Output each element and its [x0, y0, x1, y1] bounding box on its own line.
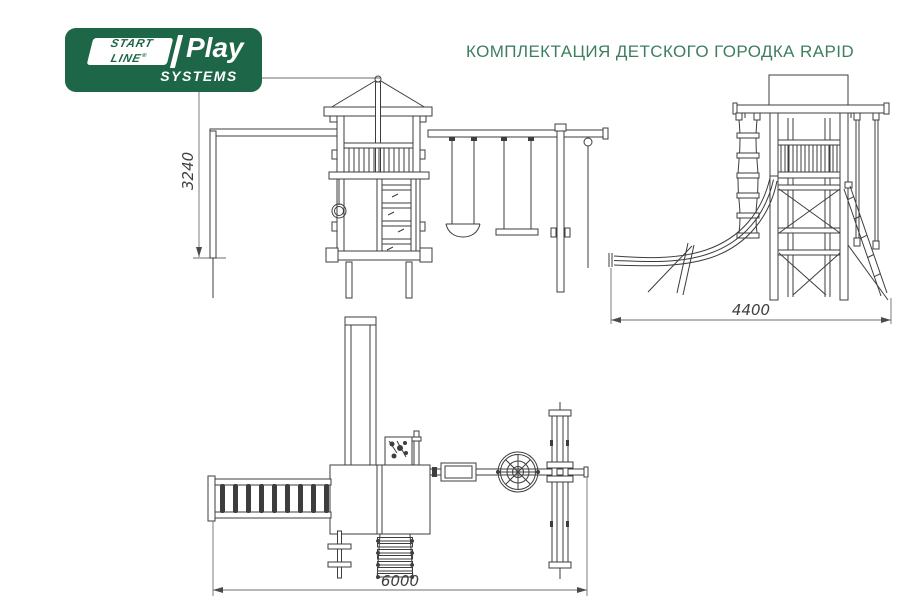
top-view-drawing [208, 317, 588, 596]
logo-start-text: START [109, 38, 155, 51]
logo-systems-text: SYSTEMS [160, 68, 238, 84]
front-view-drawing [179, 76, 608, 298]
side-view-drawing [609, 75, 891, 324]
page-title: КОМПЛЕКТАЦИЯ ДЕТСКОГО ГОРОДКА RAPID [465, 42, 855, 61]
logo-play-text: Play [186, 32, 244, 63]
logo-line-text: LINE® [109, 52, 147, 65]
registered-mark: ® [141, 53, 147, 60]
brand-logo [65, 28, 262, 92]
side-length-dimension: 4400 [731, 301, 771, 319]
front-height-dimension: 3240 [179, 151, 197, 190]
plan-length-dimension: 6000 [380, 572, 420, 590]
start-line-badge [87, 38, 174, 65]
